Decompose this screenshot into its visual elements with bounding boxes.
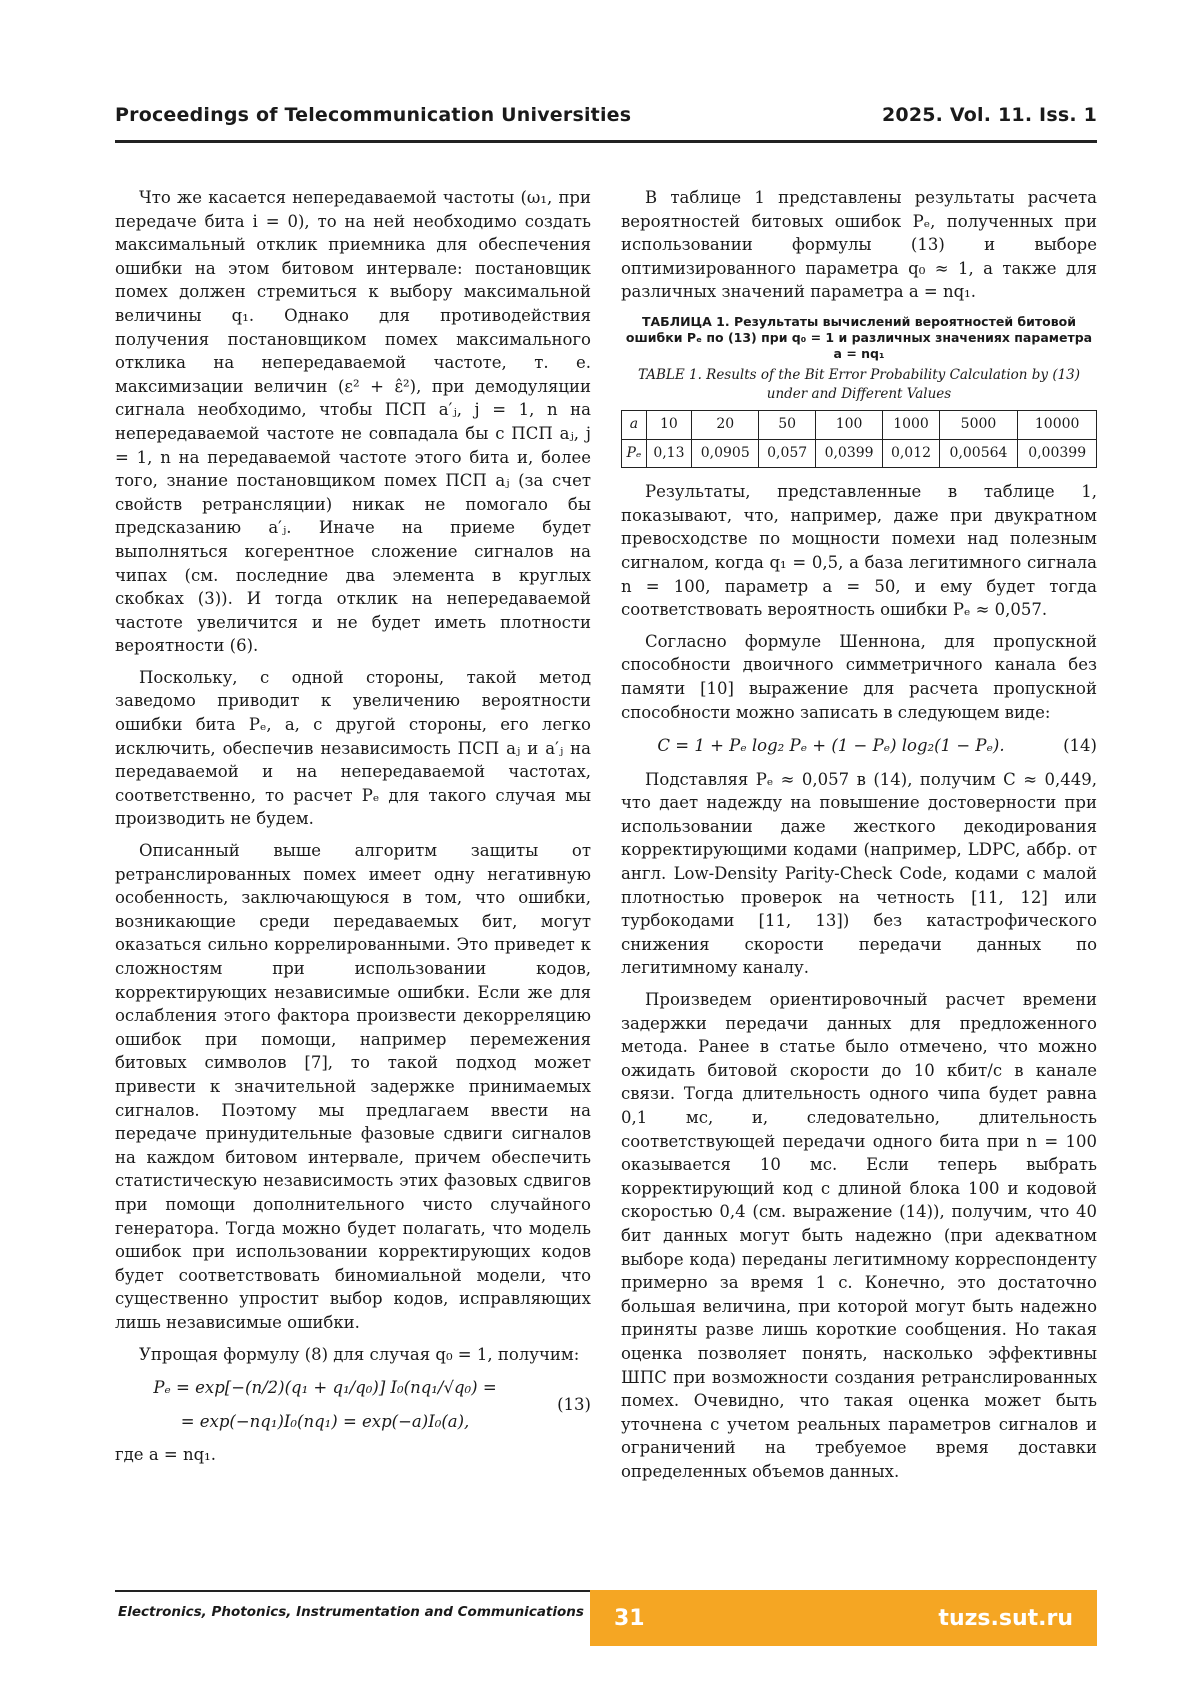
table-row	[622, 410, 1097, 439]
site-link[interactable]: tuzs.sut.ru	[938, 1605, 1073, 1631]
issue-info: 2025. Vol. 11. Iss. 1	[882, 104, 1097, 126]
paragraph: Результаты, представленные в таблице 1, показывают, что, например, даже при двукратном превосходстве по мощности помехи над полезным сигналом, когда q₁ = 0,5, а база легитимного сигнала n = 100, параметр a = 50, и ему будет тогда соответствовать вероятность ошибки Pₑ ≈ 0,057.	[621, 482, 1097, 620]
formula-13	[115, 1376, 591, 1433]
paragraph: Произведем ориентировочный расчет времени задержки передачи данных для предложенного метода. Ранее в статье было отмечено, что можно ожидать битовой скорости до 10 кбит/с в канале связи. Тогда длительность одного чипа будет равна 0,1 мс, и, следовательно, длительность соответствующей передачи одного бита при n = 100 оказывается 10 мс. Если теперь выбрать корректирующий код с длиной блока 100 и кодовой скоростью 0,4 (см. выражение (14)), получим, что 40 бит данных могут быть надежно (при адекватном выборе кода) переданы легитимному корреспонденту примерно за время 1 с. Конечно, это достаточно большая величина, при которой могут быть надежно приняты разве лишь короткие сообщения. Но такая оценка позволяет понять, насколько эффективны ШПС при возможности создания ретранслированных помех. Очевидно, что такая оценка может быть уточнена с учетом реальных параметров сигналов и ограничений на требуемое время доставки определенных объемов данных.	[621, 990, 1097, 1481]
formula-14	[621, 734, 1097, 758]
table-cell: 5000	[939, 410, 1018, 439]
table-cell: 0,00564	[939, 439, 1018, 468]
paragraph: Упрощая формулу (8) для случая q₀ = 1, получим:	[139, 1344, 580, 1364]
table-cell: 0,057	[759, 439, 815, 468]
table-cell: 50	[759, 410, 815, 439]
paragraph: Описанный выше алгоритм защиты от ретранслированных помех имеет одну негативную особенность, заключающуюся в том, что ошибки, возникающие среди передаваемых бит, могут оказаться сильно коррелированными. Это приведет к сложностям при использовании кодов, корректирующих независимые ошибки. Если же для ослабления этого фактора произвести декорреляцию ошибок при помощи, например перемежения битовых символов [7], то такой подход может привести к значительной задержке принимаемых сигналов. Поэтому мы предлагаем ввести на передаче принудительные фазовые сдвиги сигналов на каждом битовом интервале, причем обеспечить статистическую независимость этих фазовых сдвигов при помощи дополнительного чисто случайного генератора. Тогда можно будет полагать, что модель ошибок при использовании корректирующих кодов будет соответствовать биномиальной модели, что существенно упростит выбор кодов, исправляющих лишь независимые ошибки.	[115, 841, 591, 1332]
table-cell: 0,0399	[815, 439, 882, 468]
formula-number: (14)	[1063, 736, 1097, 756]
table-cell: 100	[815, 410, 882, 439]
table-cell: 0,012	[883, 439, 939, 468]
table-caption-ru: ТАБЛИЦА 1. Результаты вычислений вероятностей битовой ошибки Pₑ по (13) при q₀ = 1 и различных значениях параметра a = nq₁	[625, 313, 1093, 361]
footer-banner	[590, 1590, 1097, 1646]
table-cell: 10000	[1018, 410, 1097, 439]
paragraph: Поскольку, с одной стороны, такой метод заведомо приводит к увеличению вероятности ошибки бита Pₑ, а, с другой стороны, его легко исключить, обеспечив независимость ПСП aⱼ и a′ⱼ на передаваемой и на непередаваемой частотах, соответственно, то расчет Pₑ для такого случая мы производить не будем.	[115, 667, 591, 829]
table-cell: 1000	[883, 410, 939, 439]
paragraph: Подставляя Pₑ ≈ 0,057 в (14), получим C ≈ 0,449, что дает надежду на повышение достоверности при использовании даже жесткого декодирования корректирующими кодами (например, LDPC, аббр. от англ. Low-Density Parity-Check Code, кодами с малой плотностью проверок на четность [11, 12] или турбокодами [11, 13]) без катастрофического снижения скорости передачи данных по легитимному каналу.	[621, 769, 1097, 978]
page-number: 31	[614, 1605, 645, 1631]
table-cell: a	[622, 410, 647, 439]
table-caption-en: TABLE 1. Results of the Bit Error Probability Calculation by (13) under and Different Values	[637, 366, 1081, 402]
table-row	[622, 439, 1097, 468]
formula-14-body: C = 1 + Pₑ log₂ Pₑ + (1 − Pₑ) log₂(1 − Pₑ).	[657, 736, 1005, 756]
table-cell: Pₑ	[622, 439, 647, 468]
left-column	[115, 186, 591, 1475]
journal-title: Proceedings of Telecommunication Universities	[115, 104, 632, 126]
results-table	[621, 410, 1097, 468]
formula-13-line1: Pₑ = exp[−(n/2)(q₁ + q₁/q₀)] I₀(nq₁/√q₀) =	[153, 1378, 497, 1398]
footer-series: Electronics, Photonics, Instrumentation and Communications	[118, 1604, 584, 1620]
running-header	[115, 104, 1097, 143]
footer-divider	[115, 1590, 590, 1592]
table-cell: 10	[646, 410, 691, 439]
table-cell: 0,0905	[692, 439, 759, 468]
formula-13-line2: = exp(−nq₁)I₀(nq₁) = exp(−a)I₀(a),	[180, 1411, 470, 1431]
formula-number: (13)	[557, 1394, 591, 1414]
right-column	[621, 186, 1097, 1492]
table-cell: 20	[692, 410, 759, 439]
table-cell: 0,00399	[1018, 439, 1097, 468]
paragraph: Что же касается непередаваемой частоты (ω₁, при передаче бита i = 0), то на ней необходимо создать максимальный отклик приемника для обеспечения ошибки на этом битовом интервале: постановщик помех должен стремиться к выбору максимальной величины q₁. Однако для противодействия получения постановщиком помех максимального отклика на непередаваемой частоте, т. е. максимизации величин (ε² + ε̂²), при демодуляции сигнала необходимо, чтобы ПСП a′ⱼ, j = 1, n на непередаваемой частоте не совпадала бы с ПСП aⱼ, j = 1, n на передаваемой частоте этого бита и, более того, знание постановщиком помех ПСП aⱼ (за счет свойств ретрансляции) никак не помогало бы предсказанию a′ⱼ. Иначе на приеме будет выполняться когерентное сложение сигналов на чипах (см. последние два элемента в круглых скобках (3)). И тогда отклик на непередаваемой частоте увеличится и не будет иметь плотности вероятности (6).	[115, 188, 591, 656]
table-cell: 0,13	[646, 439, 691, 468]
paragraph: Согласно формуле Шеннона, для пропускной способности двоичного симметричного канала без памяти [10] выражение для расчета пропускной способности можно записать в следующем виде:	[621, 631, 1097, 722]
paragraph: где a = nq₁.	[115, 1445, 217, 1465]
paragraph: В таблице 1 представлены результаты расчета вероятностей битовых ошибок Pₑ, полученных при использовании формулы (13) и выборе оптимизированного параметра q₀ ≈ 1, а также для различных значений параметра a = nq₁.	[621, 188, 1097, 302]
